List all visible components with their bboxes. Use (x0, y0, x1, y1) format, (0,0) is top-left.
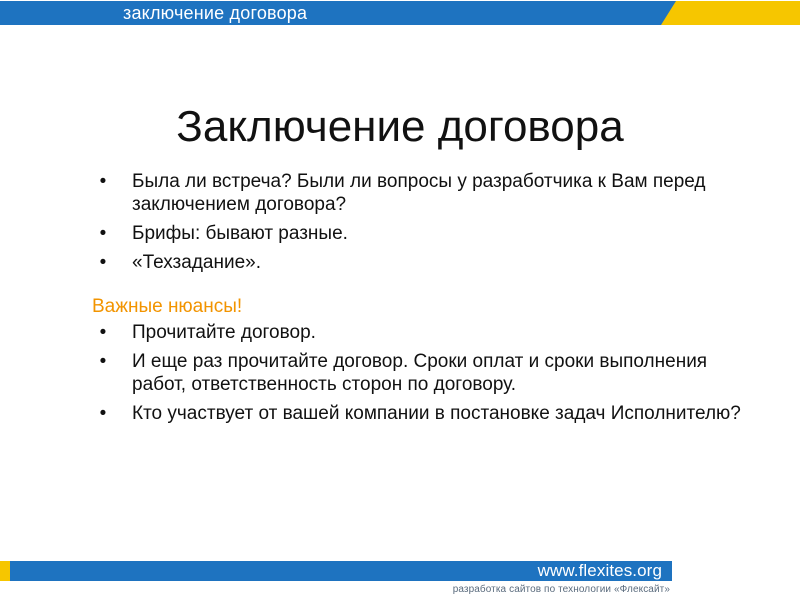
list-item-text: «Техзадание». (132, 252, 261, 273)
list-item (90, 170, 750, 216)
first-bullet-list (90, 170, 750, 274)
banner-title: заключение договора (123, 3, 308, 23)
footer-url-link[interactable]: www.flexites.org (537, 561, 662, 580)
list-item-text: И еще раз прочитайте договор. Сроки оплат и сроки выполнения работ, ответственность сторон по договору. (132, 351, 708, 395)
bullet-icon: • (99, 252, 107, 273)
footer-yellow-marker (0, 561, 10, 581)
bullet-icon: • (99, 171, 107, 192)
top-banner-yellow-stripe (661, 1, 800, 25)
list-item (90, 402, 750, 425)
list-item (90, 251, 750, 274)
slide-content (90, 170, 750, 431)
bullet-icon: • (99, 322, 107, 343)
bullet-icon: • (99, 223, 107, 244)
bullet-icon: • (99, 351, 107, 372)
list-item-text: Брифы: бывают разные. (132, 223, 348, 244)
list-item (90, 350, 750, 396)
list-item-text: Прочитайте договор. (132, 322, 316, 343)
list-item (90, 321, 750, 344)
top-banner-blue-stripe (0, 1, 676, 25)
list-item-text: Была ли встреча? Были ли вопросы у разработчика к Вам перед заключением договора? (132, 171, 706, 215)
second-bullet-list (90, 321, 750, 425)
footer-tagline: разработка сайтов по технологии «Флексайт» (452, 584, 670, 595)
bullet-icon: • (99, 403, 107, 424)
top-banner (0, 0, 800, 27)
slide-title: Заключение договора (176, 102, 624, 151)
section-label: Важные нюансы! (92, 296, 243, 317)
list-item (90, 222, 750, 245)
list-item-text: Кто участвует от вашей компании в постановке задач Исполнителю? (132, 403, 741, 424)
